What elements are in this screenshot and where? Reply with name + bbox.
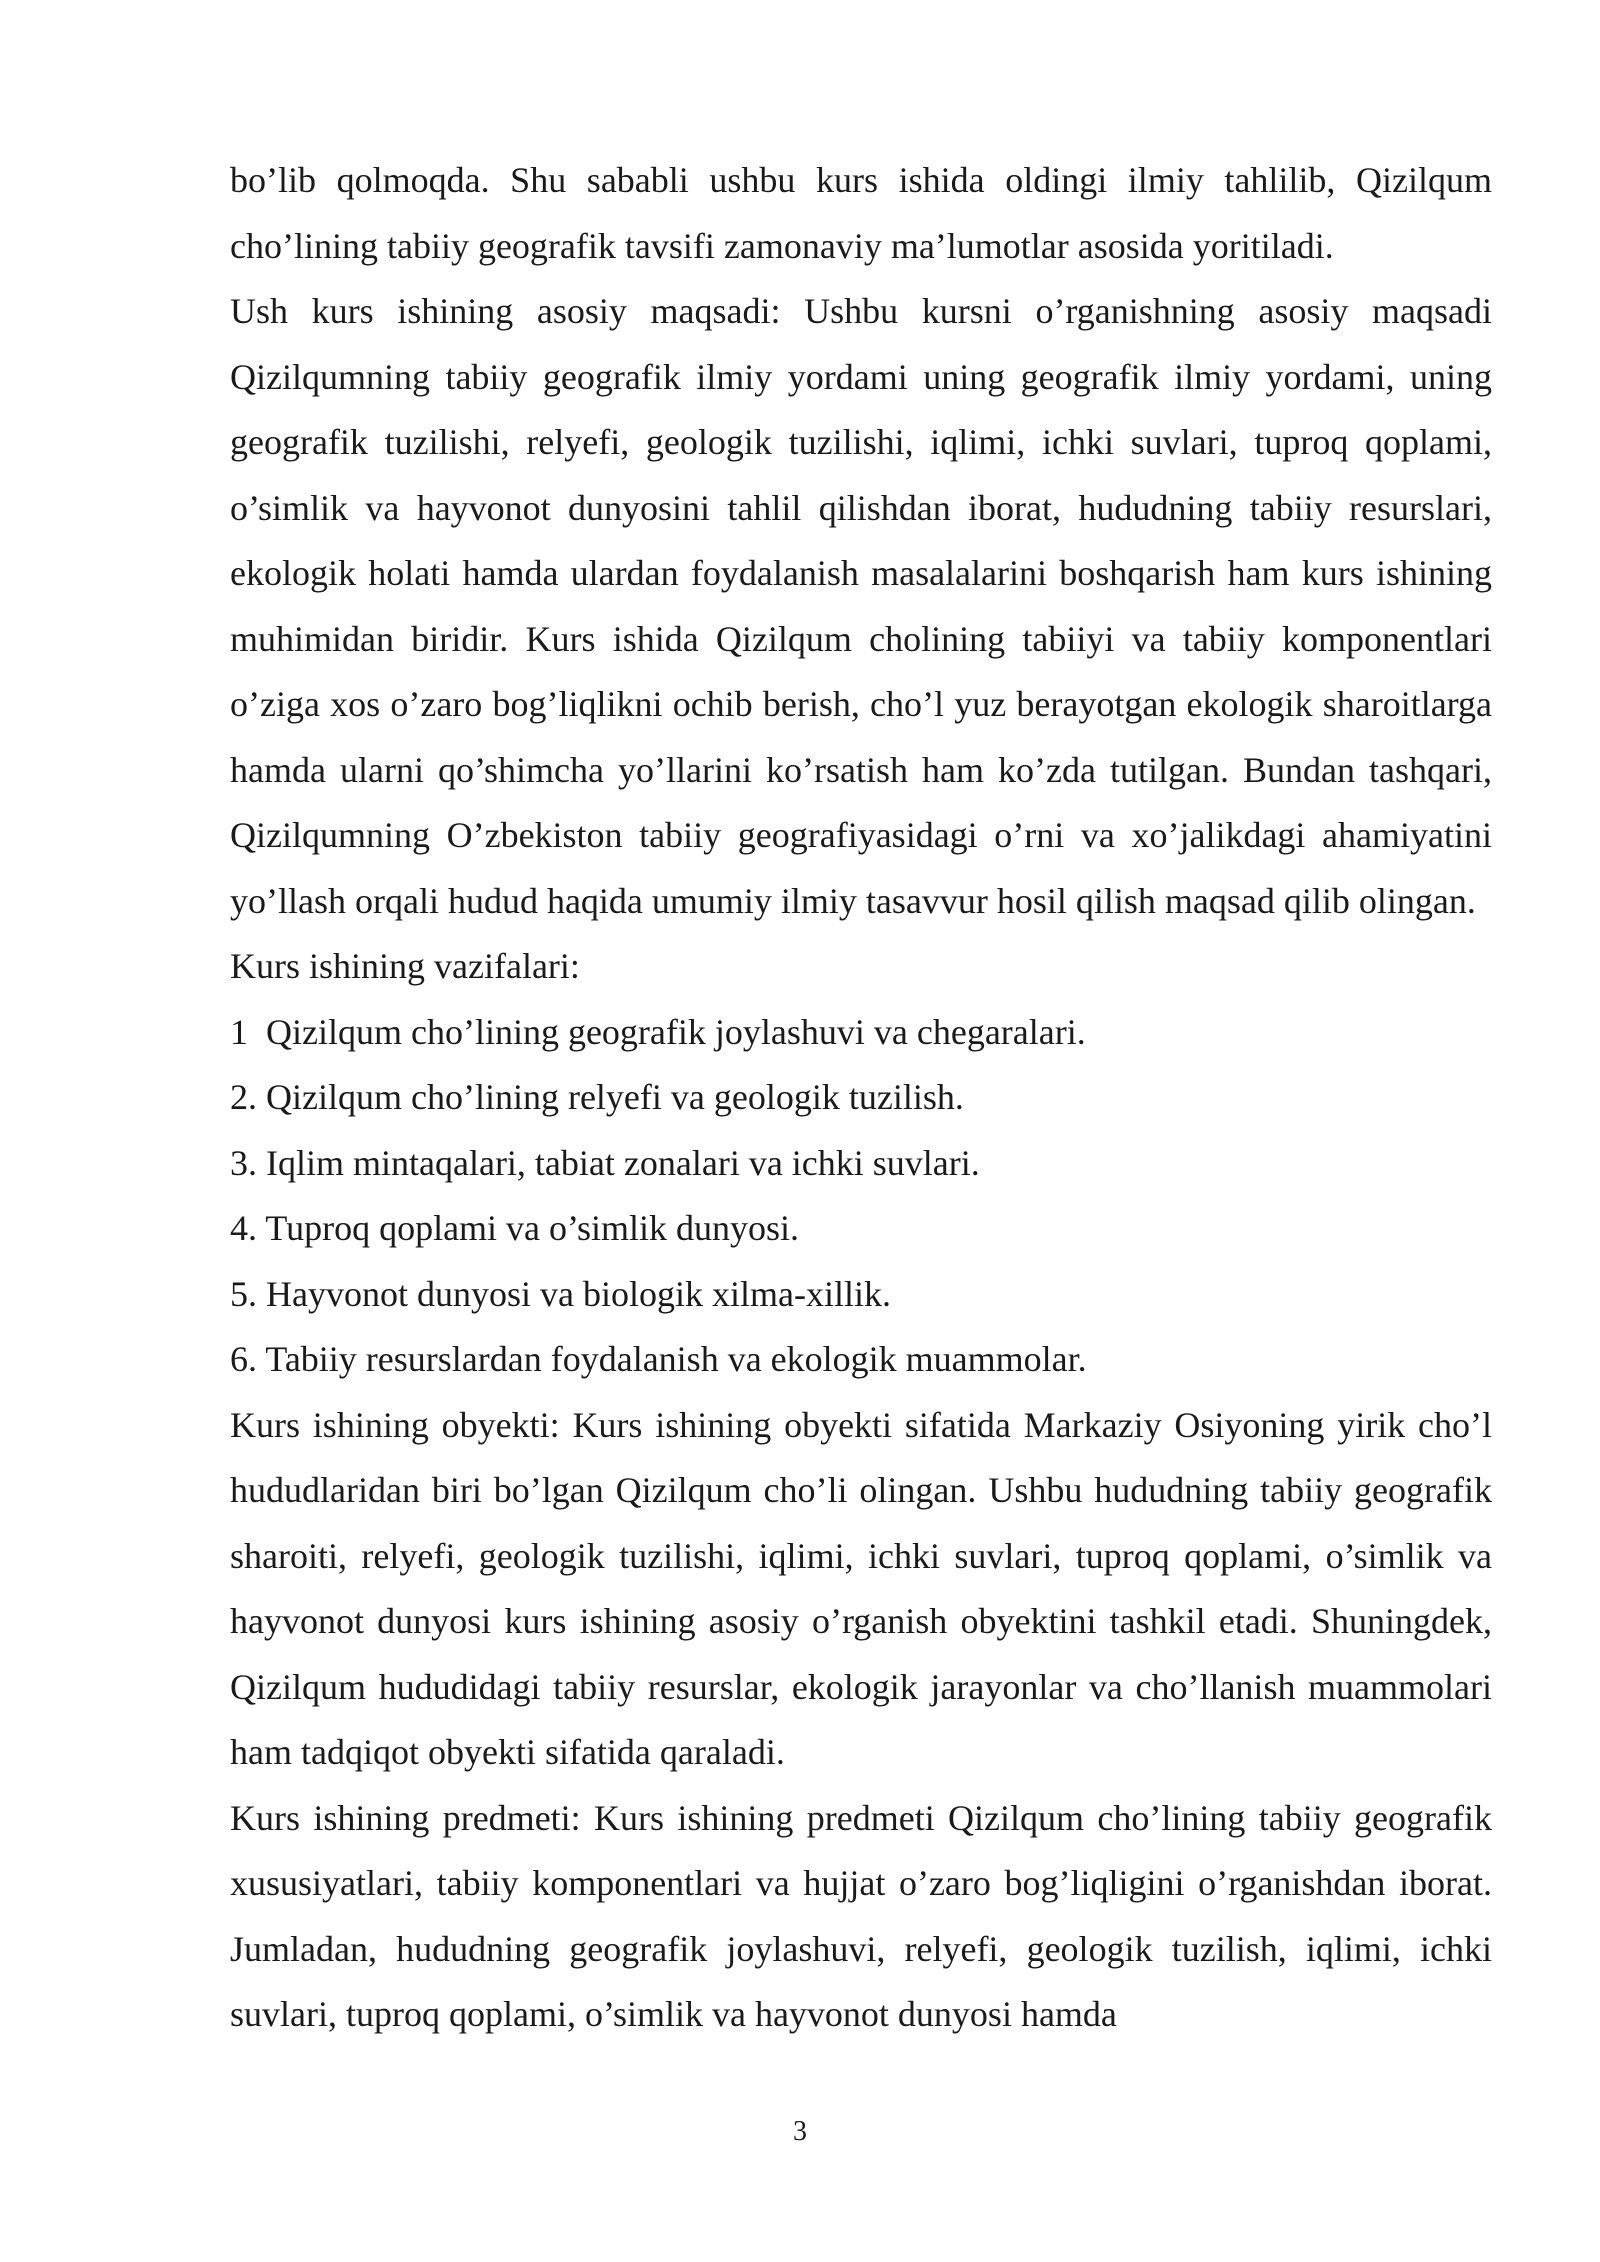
paragraph-research-subject: Kurs ishining predmeti: Kurs ishining predmeti Qizilqum cho’lining tabiiy geografik xususiyatlari, tabiiy komponentlari va hujjat o’zaro bog’liqligini o’rganishdan iborat. Jumladan, hududning geografik joylashuvi, relyefi, geologik tuzilish, iqlimi, ichki suvlari, tuproq qoplami, o’simlik va hayvonot dunyosi hamda [230, 1797, 1492, 2034]
list-item: 3. Iqlim mintaqalari, tabiat zonalari va ichki suvlari. [230, 1142, 980, 1183]
page-body [230, 148, 1492, 2048]
paragraph-intro-continuation: bo’lib qolmoqda. Shu sababli ushbu kurs ishida oldingi ilmiy tahlilib, Qizilqum cho’lining tabiiy geografik tavsifi zamonaviy ma’lumotlar asosida yoritiladi. [230, 160, 1492, 266]
list-item: 2. Qizilqum cho’lining relyefi va geologik tuzilish. [230, 1077, 964, 1117]
list-item: 1 Qizilqum cho’lining geografik joylashuvi va chegaralari. [230, 1011, 1086, 1052]
list-item: 5. Hayvonot dunyosi va biologik xilma-xillik. [230, 1273, 891, 1314]
paragraph-research-object: Kurs ishining obyekti: Kurs ishining obyekti sifatida Markaziy Osiyoning yirik cho’l hududlaridan biri bo’lgan Qizilqum cho’li olingan. Ushbu hududning tabiiy geografik sharoiti, relyefi, geologik tuzilishi, iqlimi, ichki suvlari, tuproq qoplami, o’simlik va hayvonot dunyosi kurs ishining asosiy o’rganish obyektini tashkil etadi. Shuningdek, Qizilqum hududidagi tabiiy resurslar, ekologik jarayonlar va cho’llanish muammolari ham tadqiqot obyekti sifatida qaraladi. [230, 1404, 1492, 1772]
page-number: 3 [793, 2116, 807, 2147]
tasks-heading: Kurs ishining vazifalari: [230, 946, 580, 986]
tasks-list [230, 1000, 1492, 1393]
list-item: 4. Tuproq qoplami va o’simlik dunyosi. [230, 1208, 800, 1248]
list-item: 6. Tabiiy resurslardan foydalanish va ekologik muammolar. [230, 1339, 1087, 1379]
paragraph-main-goal: Ush kurs ishining asosiy maqsadi: Ushbu kursni o’rganishning asosiy maqsadi Qizilqumning tabiiy geografik ilmiy yordami uning geografik ilmiy yordami, uning geografik tuzilishi, relyefi, geologik tuzilishi, iqlimi, ichki suvlari, tuproq qoplami, o’simlik va hayvonot dunyosini tahlil qilishdan iborat, hududning tabiiy resurslari, ekologik holati hamda ulardan foydalanish masalalarini boshqarish ham kurs ishining muhimidan biridir. Kurs ishida Qizilqum cholining tabiiyi va tabiiy komponentlari o’ziga xos o’zaro bog’liqlikni ochib berish, cho’l yuz berayotgan ekologik sharoitlarga hamda ularni qo’shimcha yo’llarini ko’rsatish ham ko’zda tutilgan. Bundan tashqari, Qizilqumning O’zbekiston tabiiy geografiyasidagi o’rni va xo’jalikdagi ahamiyatini yo’llash orqali hudud haqida umumiy ilmiy tasavvur hosil qilish maqsad qilib olingan. [230, 291, 1492, 921]
